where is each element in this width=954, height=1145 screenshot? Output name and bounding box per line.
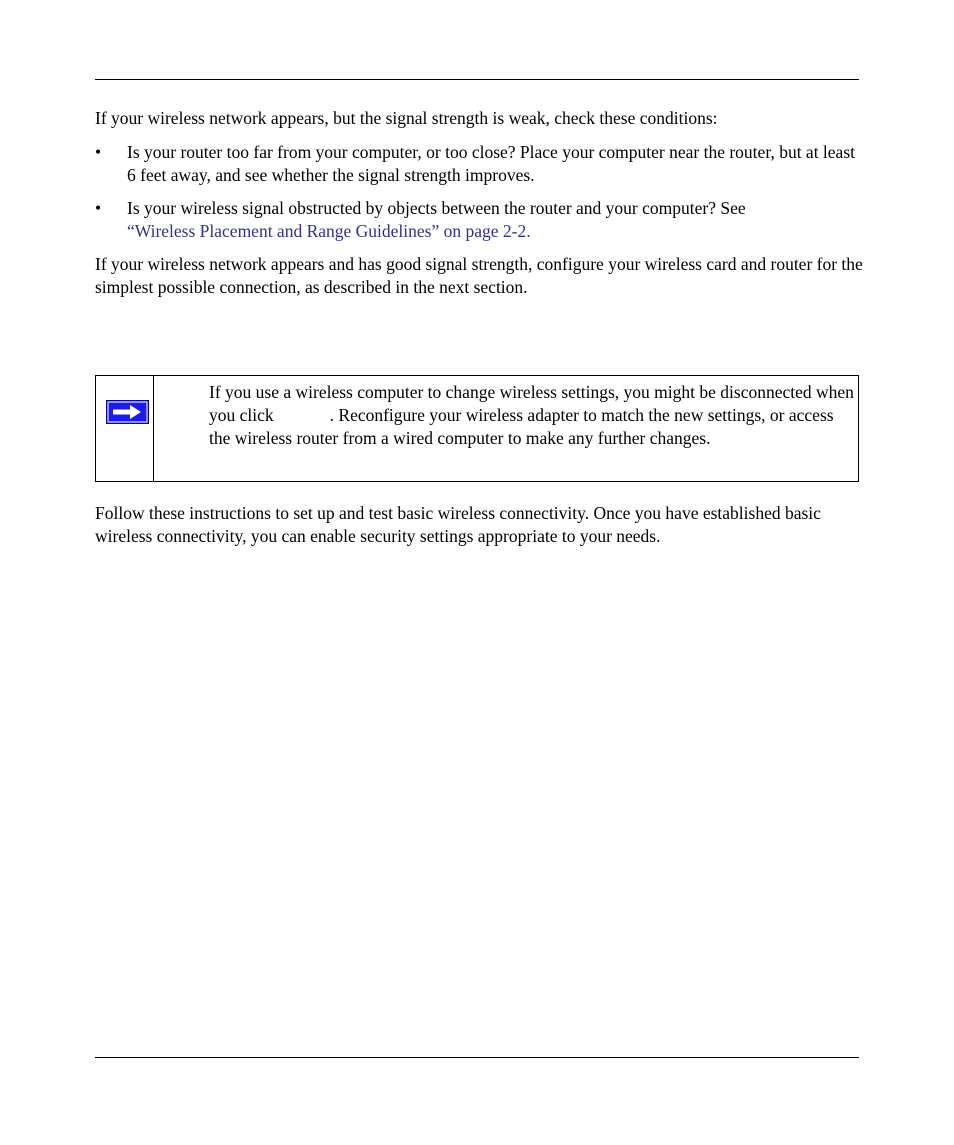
footer-rule <box>95 1057 859 1058</box>
note-text <box>209 381 857 450</box>
placement-guidelines-link[interactable]: “Wireless Placement and Range Guidelines” on page 2-2. <box>127 221 531 241</box>
bullet-marker: • <box>95 198 102 218</box>
good-signal-paragraph: If your wireless network appears and has good signal strength, configure your wireless card and router for the simplest possible connection, as described in the next section. <box>95 254 863 297</box>
intro-paragraph: If your wireless network appears, but the signal strength is weak, check these conditions: <box>95 108 718 128</box>
note-text-after: . Reconfigure your wireless adapter to match the new settings, or access the wireless router from a wired computer to make any further changes. <box>209 405 834 448</box>
arrow-right-icon <box>106 400 149 424</box>
bullet-marker: • <box>95 142 102 162</box>
list-item-text: Is your router too far from your computer, or too close? Place your computer near the router, but at least 6 feet away, and see whether the signal strength improves. <box>127 142 856 185</box>
note-box <box>95 375 859 482</box>
header-rule <box>95 79 859 80</box>
note-text-before: If you use a wireless computer to change wireless settings, you might be disconnected when you click <box>209 382 854 425</box>
follow-paragraph: Follow these instructions to set up and test basic wireless connectivity. Once you have established basic wireless connectivity, you can enable security settings appropriate to your needs. <box>95 503 821 546</box>
list-item-text-container <box>127 197 867 243</box>
note-icon-cell <box>96 376 154 481</box>
list-item-text: Is your wireless signal obstructed by objects between the router and your computer? See <box>127 198 746 218</box>
